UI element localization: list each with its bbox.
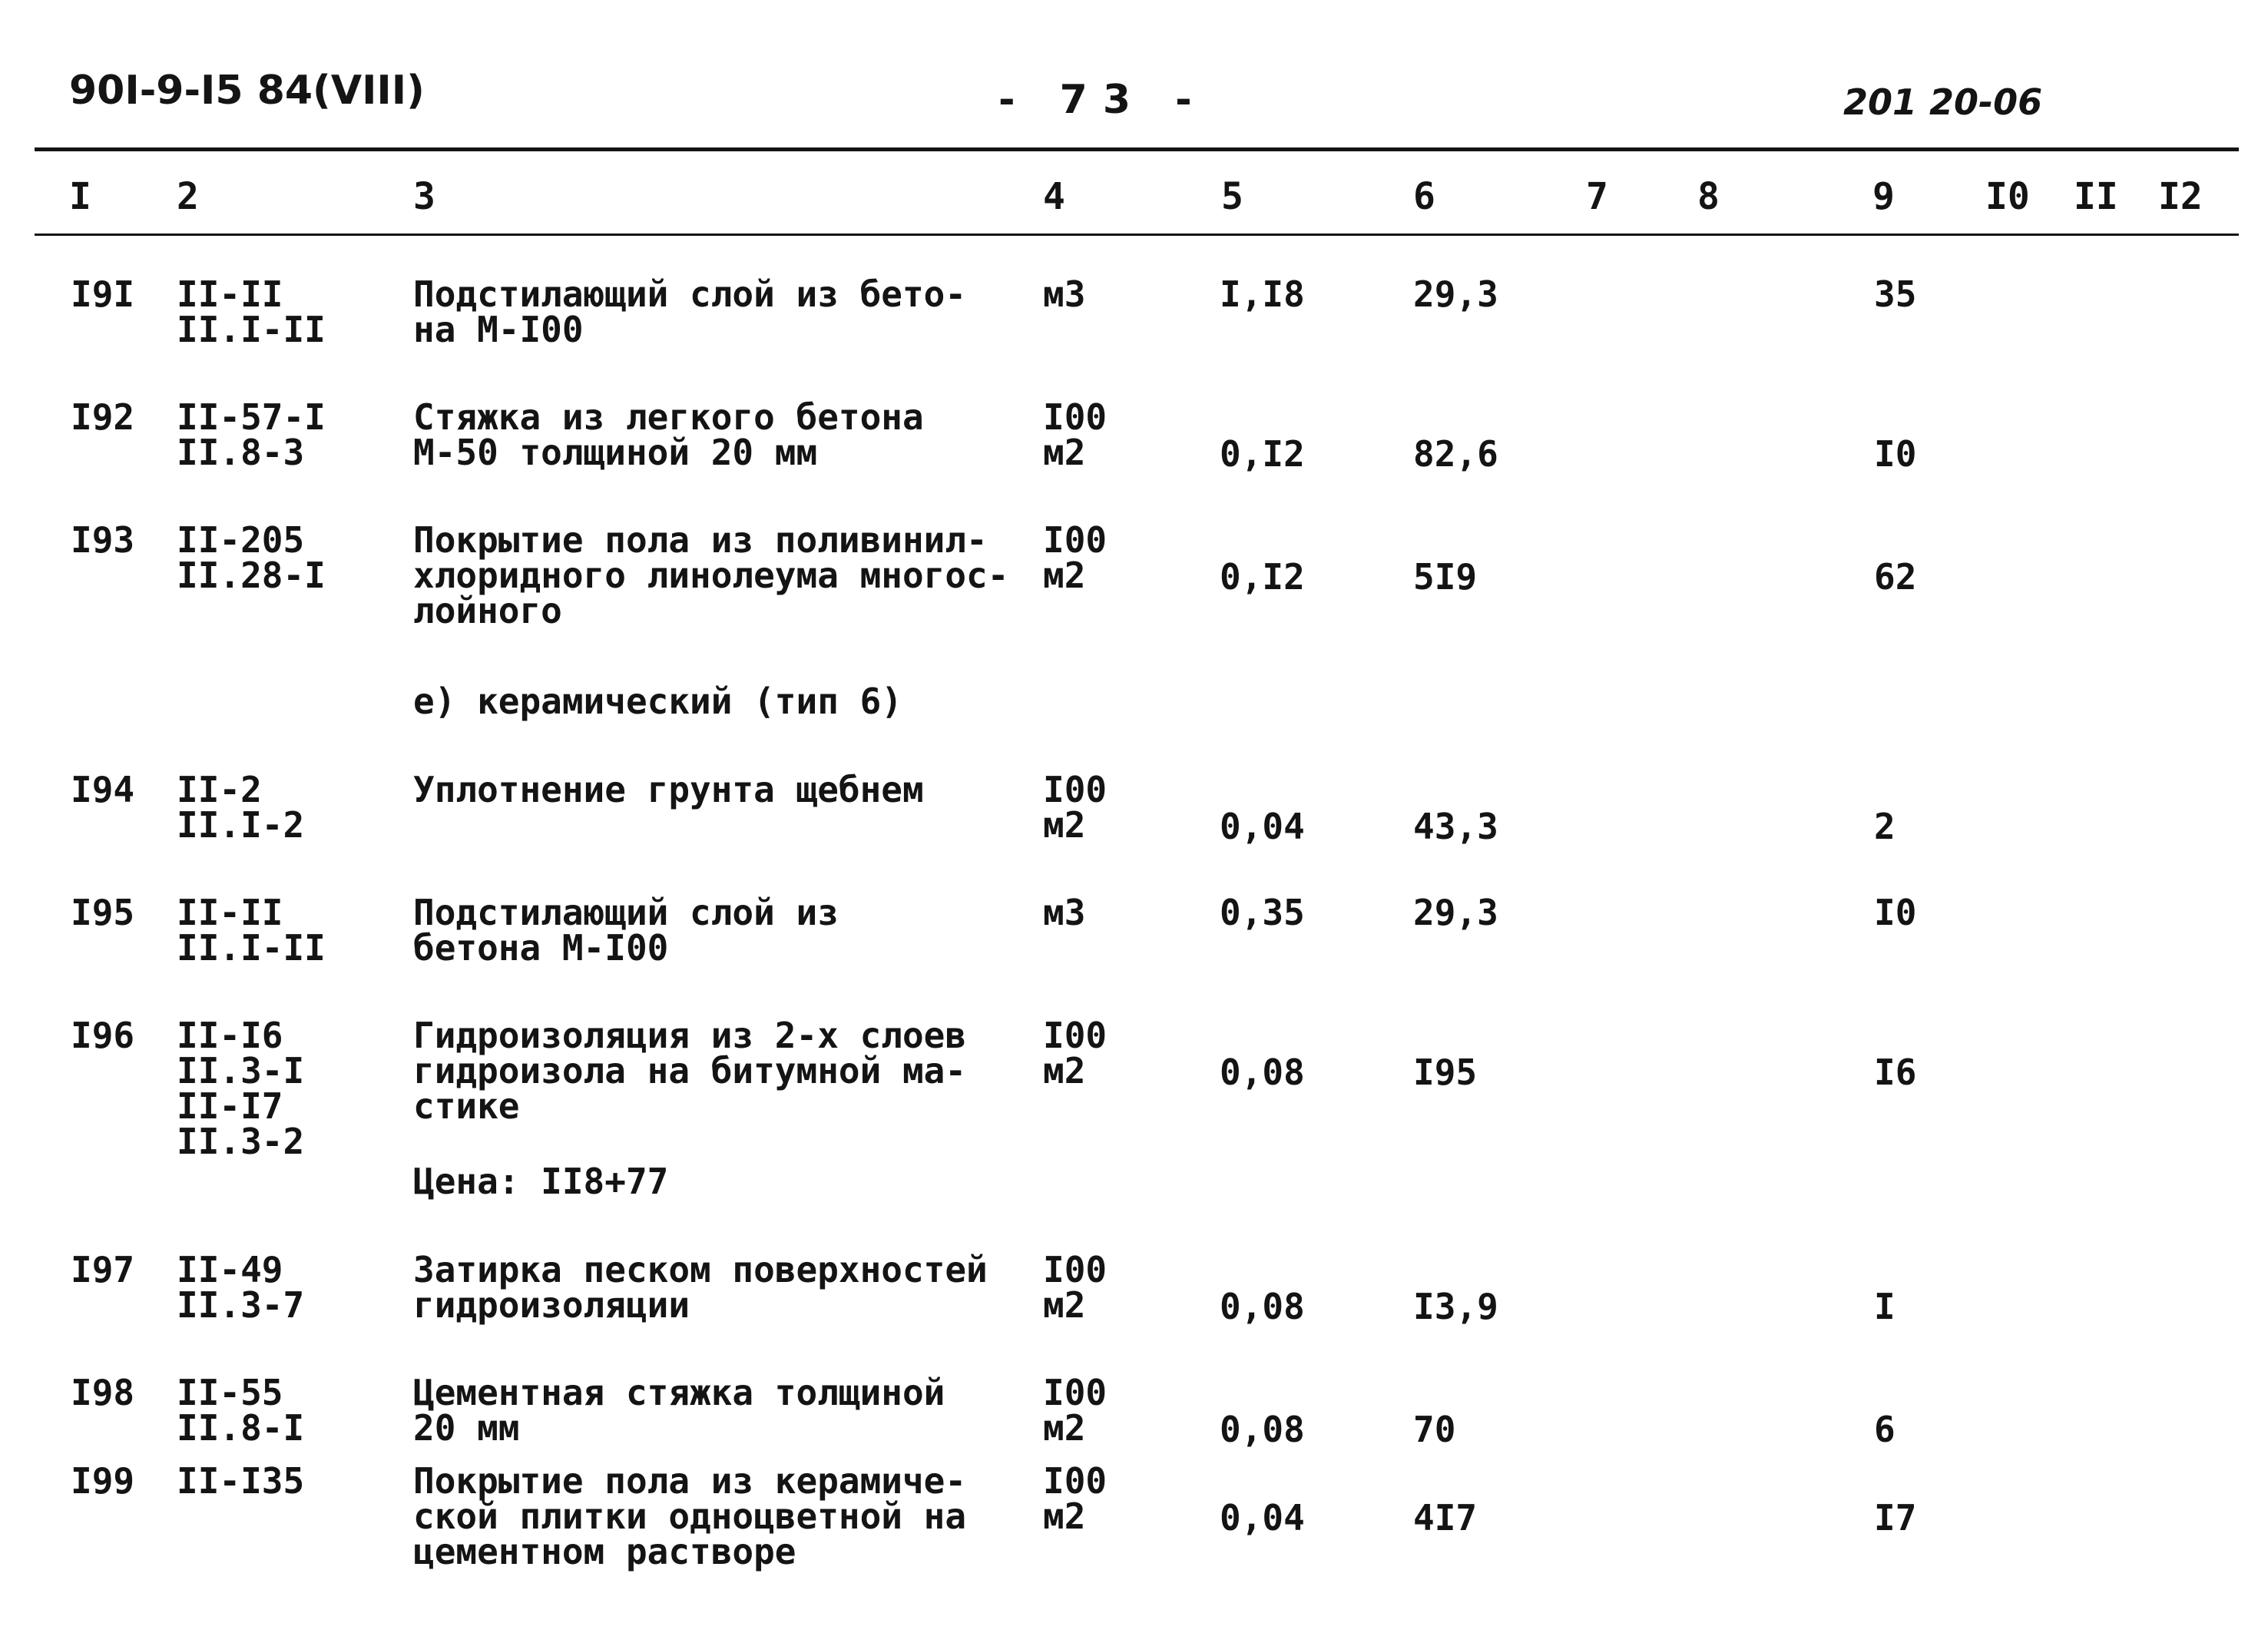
row-number: I95 — [71, 892, 135, 933]
row-number: I92 — [71, 396, 135, 438]
doc-code: 90I-9-I5 84(VIII) — [69, 68, 425, 114]
work-description: Цементная стяжка толщиной 20 мм — [413, 1372, 945, 1449]
unit-cost: I95 — [1413, 1052, 1478, 1093]
work-description: Гидроизоляция из 2-х слоев гидроизола на битумной ма- стике — [413, 1015, 967, 1127]
norm-codes: II-I6 II.3-I II-I7 II.3-2 — [177, 1015, 305, 1162]
total-cost: 62 — [1874, 556, 1917, 598]
total-cost: 6 — [1874, 1409, 1896, 1450]
unit-cost: 4I7 — [1413, 1497, 1478, 1539]
page-number: - 73 - — [998, 77, 1207, 123]
total-cost: I0 — [1874, 433, 1917, 475]
column-number: I2 — [2158, 175, 2203, 218]
unit-cost: 82,6 — [1413, 433, 1498, 475]
column-number: 8 — [1697, 175, 1720, 218]
row-number: I9I — [71, 273, 135, 315]
norm-codes: II-2 II.I-2 — [177, 769, 305, 846]
quantity: 0,04 — [1220, 1497, 1305, 1539]
row-number: I99 — [71, 1460, 135, 1502]
column-header-rule — [35, 234, 2239, 236]
norm-codes: II-57-I II.8-3 — [177, 396, 326, 473]
quantity: I,I8 — [1220, 273, 1305, 315]
work-description: Подстилающий слой из бето- на М-I00 — [413, 273, 967, 350]
total-cost: I6 — [1874, 1052, 1917, 1093]
work-description: Покрытие пола из поливинил- хлоридного линолеума многос- лойного — [413, 519, 1009, 631]
unit: I00 м2 — [1043, 396, 1108, 473]
row-number: I93 — [71, 519, 135, 561]
norm-codes: II-I35 — [177, 1460, 305, 1502]
column-number: I0 — [1985, 175, 2030, 218]
norm-codes: II-205 II.28-I — [177, 519, 326, 596]
work-description: Уплотнение грунта щебнем — [413, 769, 924, 810]
column-number: 2 — [177, 175, 199, 218]
unit: I00 м2 — [1043, 519, 1108, 596]
quantity: 0,04 — [1220, 806, 1305, 847]
quantity: 0,I2 — [1220, 556, 1305, 598]
norm-codes: II-49 II.3-7 — [177, 1249, 305, 1326]
unit: м3 — [1043, 273, 1086, 315]
total-cost: I — [1874, 1286, 1896, 1327]
quantity: 0,08 — [1220, 1409, 1305, 1450]
quantity: 0,08 — [1220, 1052, 1305, 1093]
work-description: Покрытие пола из керамиче- ской плитки одноцветной на цементном растворе — [413, 1460, 967, 1572]
column-number: II — [2074, 175, 2118, 218]
column-number: 7 — [1586, 175, 1608, 218]
row-number: I98 — [71, 1372, 135, 1413]
price-note: Цена: II8+77 — [413, 1161, 669, 1202]
norm-codes: II-II II.I-II — [177, 892, 326, 969]
unit-cost: 43,3 — [1413, 806, 1498, 847]
unit-cost: I3,9 — [1413, 1286, 1498, 1327]
unit: I00 м2 — [1043, 1372, 1108, 1449]
column-number: 5 — [1221, 175, 1243, 218]
unit: I00 м2 — [1043, 1460, 1108, 1537]
quantity: 0,35 — [1220, 892, 1305, 933]
row-number: I94 — [71, 769, 135, 810]
row-number: I96 — [71, 1015, 135, 1056]
unit-cost: 29,3 — [1413, 892, 1498, 933]
total-cost: 35 — [1874, 273, 1917, 315]
quantity: 0,I2 — [1220, 433, 1305, 475]
norm-codes: II-II II.I-II — [177, 273, 326, 350]
column-number: I — [69, 175, 91, 218]
column-number: 9 — [1872, 175, 1895, 218]
quantity: 0,08 — [1220, 1286, 1305, 1327]
norm-codes: II-55 II.8-I — [177, 1372, 305, 1449]
work-description: Стяжка из легкого бетона М-50 толщиной 20 мм — [413, 396, 924, 473]
header-rule — [35, 147, 2239, 151]
unit: I00 м2 — [1043, 1015, 1108, 1091]
unit-cost: 5I9 — [1413, 556, 1478, 598]
work-description: Затирка песком поверхностей гидроизоляции — [413, 1249, 988, 1326]
ref-code: 201 20-06 — [1843, 81, 2043, 123]
column-number: 6 — [1413, 175, 1435, 218]
work-description: Подстилающий слой из бетона М-I00 — [413, 892, 839, 969]
column-number: 4 — [1043, 175, 1065, 218]
row-number: I97 — [71, 1249, 135, 1290]
section-heading: е) керамический (тип 6) — [413, 681, 902, 722]
column-number: 3 — [413, 175, 435, 218]
unit: м3 — [1043, 892, 1086, 933]
total-cost: 2 — [1874, 806, 1896, 847]
total-cost: I7 — [1874, 1497, 1917, 1539]
total-cost: I0 — [1874, 892, 1917, 933]
unit-cost: 29,3 — [1413, 273, 1498, 315]
unit: I00 м2 — [1043, 1249, 1108, 1326]
unit-cost: 70 — [1413, 1409, 1456, 1450]
unit: I00 м2 — [1043, 769, 1108, 846]
